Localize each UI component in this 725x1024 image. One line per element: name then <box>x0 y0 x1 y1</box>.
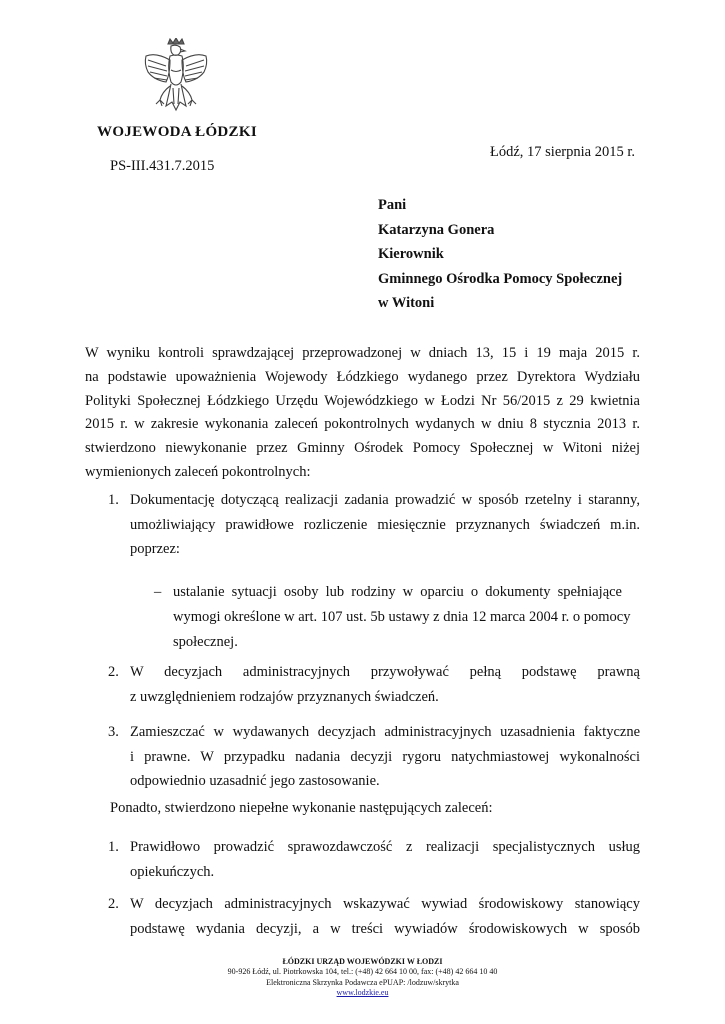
list-item-line: odpowiednio uzasadnić jego zastosowanie. <box>130 773 380 789</box>
intro-line: W wyniku kontroli sprawdzającej przeprowadzonej w dniach 13, 15 i 19 maja 2015 r. <box>85 345 640 361</box>
list-item-number: 1. <box>108 492 119 508</box>
reference-number: PS-III.431.7.2015 <box>110 158 215 174</box>
list-item-line: i prawne. W przypadku nadania decyzji rygoru natychmiastowej wykonalności <box>130 748 640 765</box>
dash-bullet: – <box>154 584 162 600</box>
footer-epuap: Elektroniczna Skrzynka Podawcza ePUAP: /lodzuw/skrytka <box>266 977 459 987</box>
sub-list-line: społecznej. <box>173 633 238 650</box>
list-item-line: umożliwiający prawidłowe rozliczenie miesięcznie przyznanych świadczeń m.in. <box>130 516 640 533</box>
intro-line: Polityki Społecznej Łódzkiego Urzędu Wojewódzkiego w Łodzi Nr 56/2015 z 29 kwietnia <box>85 392 640 409</box>
intro-line: stwierdzono niewykonanie przez Gminny Ośrodek Pomocy Społecznej w Witoni niżej <box>85 440 640 457</box>
intro-line: wymienionych zaleceń pokontrolnych: <box>85 463 311 480</box>
list-item-line: Dokumentację dotyczącą realizacji zadania prowadzić w sposób rzetelny i staranny, <box>130 492 640 508</box>
recipient-block <box>378 193 622 316</box>
page-footer <box>0 957 725 999</box>
recipient-position: Kierownik <box>378 246 444 262</box>
list-item-text <box>130 892 640 941</box>
intro-paragraph <box>85 342 640 485</box>
recipient-name: Katarzyna Gonera <box>378 221 495 238</box>
recipient-institution: Gminnego Ośrodka Pomocy Społecznej <box>378 270 623 287</box>
recipient-salutation: Pani <box>378 197 407 213</box>
footer-website-link[interactable]: www.lodzkie.eu <box>336 988 389 998</box>
sub-list-line: wymogi określone w art. 107 ust. 5b ustawy z dnia 12 marca 2004 r. o pomocy <box>173 608 631 625</box>
place-and-date: Łódź, 17 sierpnia 2015 r. <box>490 144 635 160</box>
polish-eagle-emblem-icon <box>140 38 212 124</box>
list-item-number: 3. <box>108 724 119 740</box>
list-item-text <box>130 660 640 709</box>
footer-title: ŁÓDZKI URZĄD WOJEWÓDZKI W ŁODZI <box>282 957 443 966</box>
list-item-text <box>130 488 640 562</box>
list-item-line: Zamieszczać w wydawanych decyzjach administracyjnych uzasadnienia faktyczne <box>130 724 640 740</box>
sub-list-item-text <box>173 580 631 654</box>
paragraph-incomplete: Ponadto, stwierdzono niepełne wykonanie następujących zaleceń: <box>110 800 493 816</box>
list-item-line: W decyzjach administracyjnych wskazywać wywiad środowiskowy stanowiący <box>130 896 640 912</box>
list-item-text <box>130 835 640 884</box>
footer-address: 90-926 Łódź, ul. Piotrkowska 104, tel.: (+48) 42 664 10 00, fax: (+48) 42 664 10 40 <box>227 967 498 977</box>
sub-list-line: ustalanie sytuacji osoby lub rodziny w oparciu o dokumenty spełniające <box>173 584 622 600</box>
list-item-line: opiekuńczych. <box>130 863 215 880</box>
intro-line: na podstawie upoważnienia Wojewody Łódzkiego wydanego przez Dyrektora Wydziału <box>85 368 640 385</box>
list-item-line: z uwzględnieniem rodzajów przyznanych świadczeń. <box>130 688 439 705</box>
list-item-line: poprzez: <box>130 541 180 557</box>
recipient-location: w Witoni <box>378 295 435 311</box>
list-item-number: 2. <box>108 664 119 680</box>
list-item-number: 2. <box>108 896 119 912</box>
intro-line: 2015 r. w zakresie wykonania zaleceń pokontrolnych wydanych w dniu 8 stycznia 2013 r. <box>85 416 640 433</box>
list-item-text <box>130 720 640 794</box>
list-item-line: Prawidłowo prowadzić sprawozdawczość z realizacji specjalistycznych usług <box>130 839 640 855</box>
issuing-authority: WOJEWODA ŁÓDZKI <box>97 124 257 140</box>
list-item-line: W decyzjach administracyjnych przywoływać pełną podstawę prawną <box>130 664 640 680</box>
list-item-number: 1. <box>108 839 119 855</box>
list-item-line: podstawę wydania decyzji, a w treści wywiadów środowiskowych w sposób <box>130 920 640 937</box>
